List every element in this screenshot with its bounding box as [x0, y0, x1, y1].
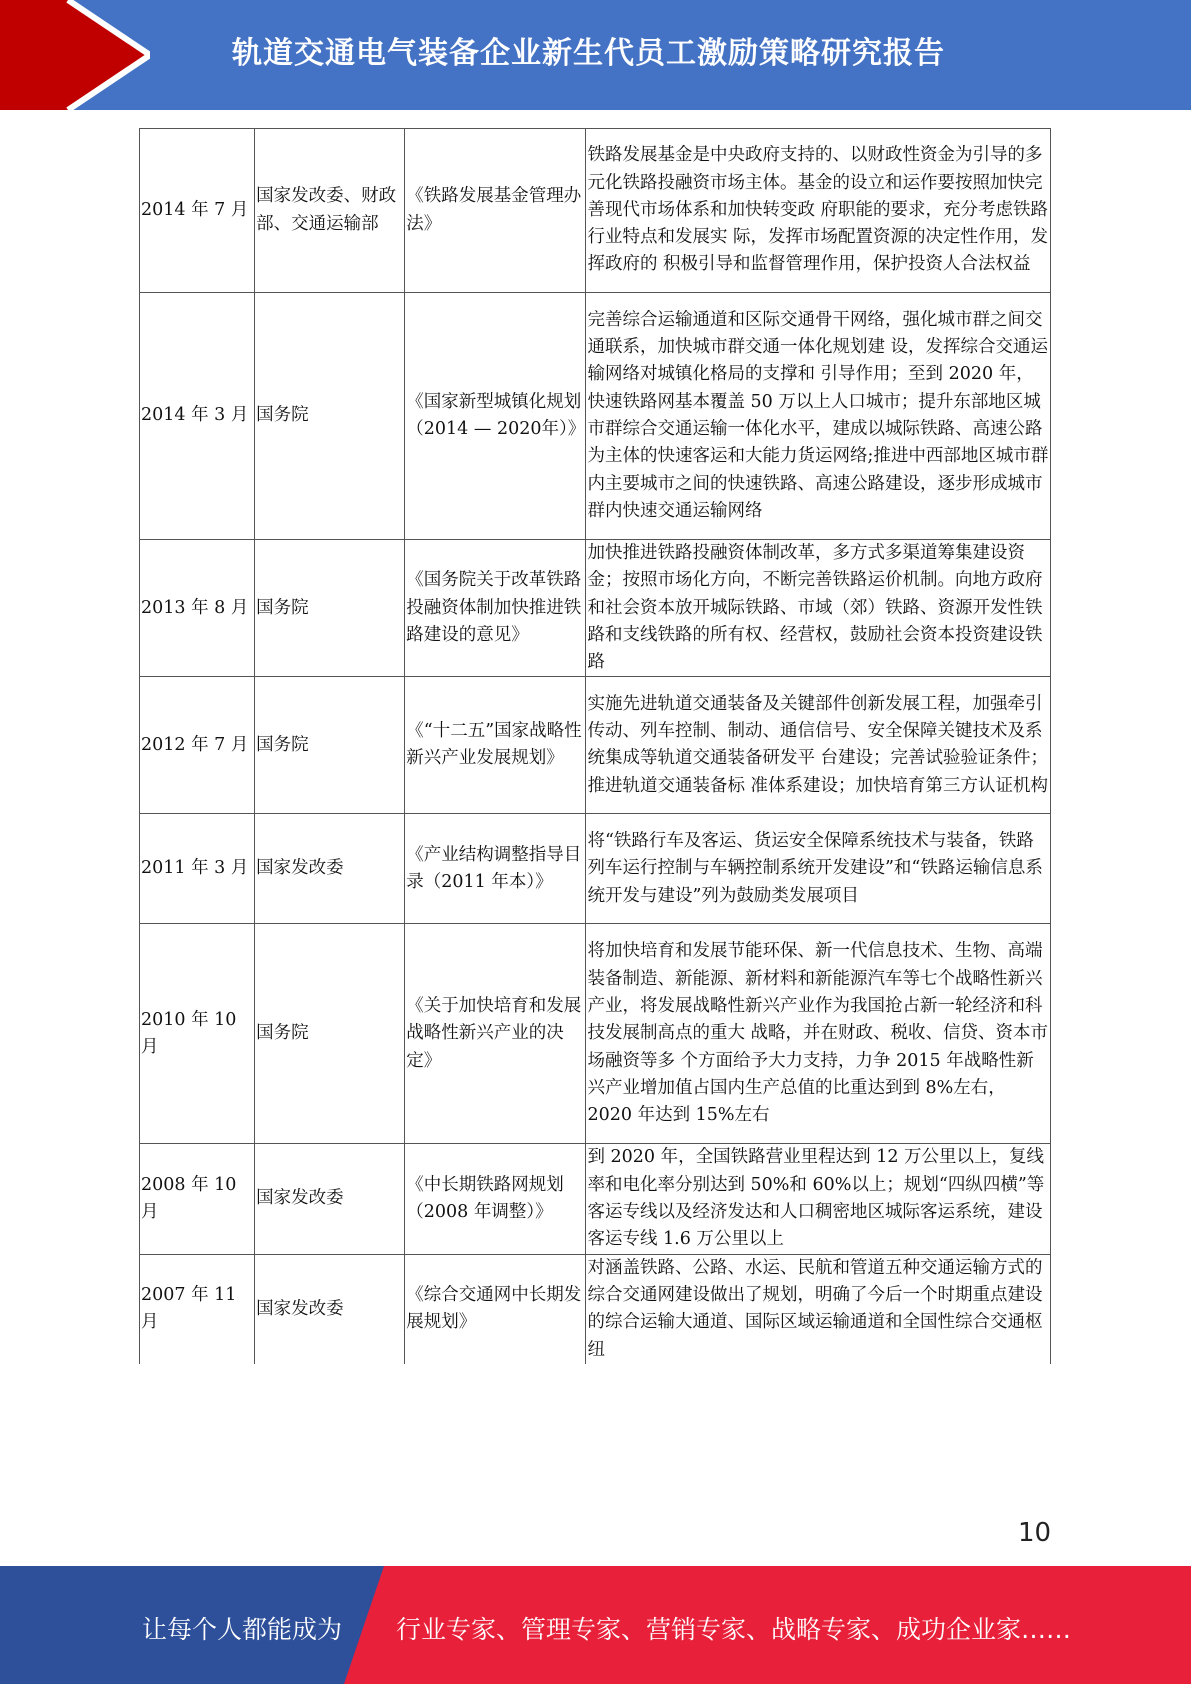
cell-content: 将加快培育和发展节能环保、新一代信息技术、生物、高端装备制造、新能源、新材料和新能源汽车等七个战略性新兴产业，将发展战略性新兴产业作为我国抢占新一轮经济和科技发展制高点的重大 战略，并在财政、税收、信贷、资本市场融资等多 个方面给予大力支持，力争 2015 年战略性新兴产业增加值占国内生产总值的比重达到到 8%左右，2020 年达到 15%左右: [586, 924, 1051, 1144]
cell-department: 国务院: [255, 293, 405, 540]
cell-content: 实施先进轨道交通装备及关键部件创新发展工程，加强牵引传动、列车控制、制动、通信信号、安全保障关键技术及系统集成等轨道交通装备研发平 台建设；完善试验验证条件；推进轨道交通装备标 准体系建设；加快培育第三方认证机构: [586, 677, 1051, 814]
cell-department: 国务院: [255, 924, 405, 1144]
cell-department: 国家发改委、财政部、交通运输部: [255, 129, 405, 293]
cell-document: 《国务院关于改革铁路投融资体制加快推进铁路建设的意见》: [405, 540, 586, 677]
header-chevron-decoration: [0, 0, 150, 110]
cell-date: 2013 年 8 月: [140, 540, 255, 677]
cell-department: 国家发改委: [255, 1144, 405, 1254]
table-row: [140, 540, 1051, 677]
cell-document: 《综合交通网中长期发展规划》: [405, 1254, 586, 1364]
cell-date: 2011 年 3 月: [140, 814, 255, 924]
table-row: [140, 814, 1051, 924]
page-number: 10: [1018, 1518, 1052, 1548]
table-row: [140, 924, 1051, 1144]
page-header: [0, 0, 1191, 110]
cell-document: 《关于加快培育和发展战略性新兴产业的决定》: [405, 924, 586, 1144]
cell-content: 铁路发展基金是中央政府支持的、以财政性资金为引导的多元化铁路投融资市场主体。基金的设立和运作要按照加快完善现代市场体系和加快转变政 府职能的要求，充分考虑铁路行业特点和发展实 际，发挥市场配置资源的决定性作用，发挥政府的 积极引导和监督管理作用，保护投资人合法权益: [586, 129, 1051, 293]
cell-document: 《中长期铁路网规划（2008 年调整）》: [405, 1144, 586, 1254]
cell-content: 加快推进铁路投融资体制改革，多方式多渠道筹集建设资金；按照市场化方向，不断完善铁路运价机制。向地方政府和社会资本放开城际铁路、市域（郊）铁路、资源开发性铁路和支线铁路的所有权、经营权，鼓励社会资本投资建设铁路: [586, 540, 1051, 677]
cell-date: 2012 年 7 月: [140, 677, 255, 814]
cell-department: 国务院: [255, 540, 405, 677]
footer-slogan-left: 让每个人都能成为: [142, 1615, 343, 1644]
page-footer: [0, 1566, 1191, 1684]
cell-content: 将“铁路行车及客运、货运安全保障系统技术与装备，铁路列车运行控制与车辆控制系统开发建设”和“铁路运输信息系统开发与建设”列为鼓励类发展项目: [586, 814, 1051, 924]
table-row: [140, 1254, 1051, 1364]
cell-content: 对涵盖铁路、公路、水运、民航和管道五种交通运输方式的综合交通网建设做出了规划，明确了今后一个时期重点建设的综合运输大通道、国际区域运输通道和全国性综合交通枢纽: [586, 1254, 1051, 1364]
cell-document: 《国家新型城镇化规划（2014 — 2020年）》: [405, 293, 586, 540]
table-row: [140, 293, 1051, 540]
cell-document: 《产业结构调整指导目录（2011 年本）》: [405, 814, 586, 924]
cell-document: 《“十二五”国家战略性新兴产业发展规划》: [405, 677, 586, 814]
cell-document: 《铁路发展基金管理办法》: [405, 129, 586, 293]
cell-date: 2008 年 10 月: [140, 1144, 255, 1254]
cell-content: 到 2020 年，全国铁路营业里程达到 12 万公里以上，复线率和电化率分别达到 50%和 60%以上；规划“四纵四横”等客运专线以及经济发达和人口稠密地区城际客运系统，建设客运专线 1.6 万公里以上: [586, 1144, 1051, 1254]
table-row: [140, 129, 1051, 293]
cell-date: 2007 年 11 月: [140, 1254, 255, 1364]
cell-date: 2014 年 7 月: [140, 129, 255, 293]
cell-date: 2014 年 3 月: [140, 293, 255, 540]
footer-slogan-right: 行业专家、管理专家、营销专家、战略专家、成功企业家……: [396, 1615, 1072, 1644]
cell-date: 2010 年 10 月: [140, 924, 255, 1144]
report-title: 轨道交通电气装备企业新生代员工激励策略研究报告: [232, 36, 945, 71]
policy-table: [139, 128, 1051, 1364]
cell-department: 国家发改委: [255, 1254, 405, 1364]
table-row: [140, 677, 1051, 814]
cell-department: 国务院: [255, 677, 405, 814]
table-row: [140, 1144, 1051, 1254]
cell-content: 完善综合运输通道和区际交通骨干网络，强化城市群之间交通联系，加快城市群交通一体化规划建 设，发挥综合交通运输网络对城镇化格局的支撑和 引导作用；至到 2020 年，快速铁路网基本覆盖 50 万以上人口城市；提升东部地区城市群综合交通运输一体化水平，建成以城际铁路、高速公路为主体的快速客运和大能力货运网络;推进中西部地区城市群内主要城市之间的快速铁路、高速公路建设，逐步形成城市群内快速交通运输网络: [586, 293, 1051, 540]
cell-department: 国家发改委: [255, 814, 405, 924]
